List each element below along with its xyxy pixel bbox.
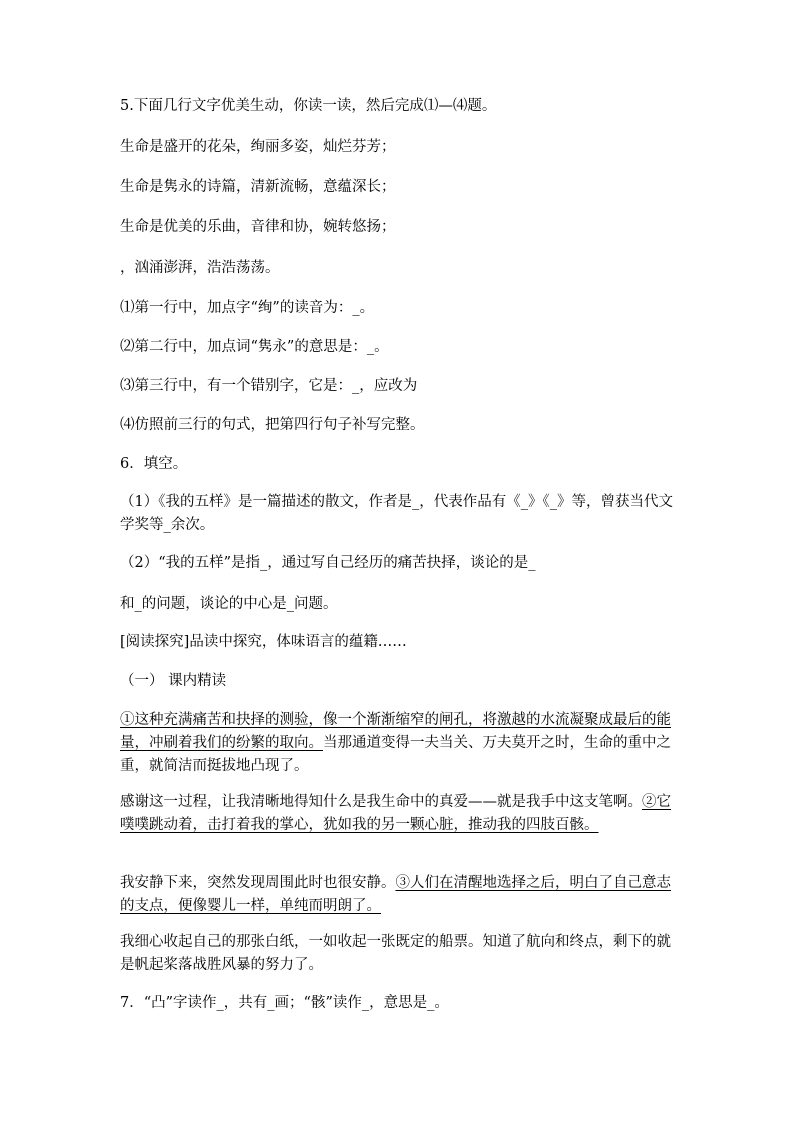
paragraph-2-plain: 感谢这一过程，让我清晰地得知什么是我生命中的真爱——就是我手中这支笔啊。 [120,794,642,810]
question-5-sub-3: ⑶第三行中，有一个错别字，它是：_，应改为 [120,378,418,394]
reading-paragraph-4: 我细心收起自己的那张白纸，一如收起一张既定的船票。知道了航向和终点，剩下的就是帆起桨落战胜风暴的努力了。 [120,934,671,973]
poem-line-2: 生命是隽永的诗篇，清新流畅，意蕴深长； [120,179,396,195]
reading-header: [阅读探究]品读中探究，体味语言的蕴籍…… [120,634,407,650]
question-6-part-1: （1）《我的五样》是一篇描述的散文，作者是_，代表作品有《_》《_》等，曾获当代文学奖等_余次。 [120,494,673,533]
underlined-sentence-3: ③人们在清醒地选择之后，明白了自己意志的支点，便像婴儿一样，单纯而明朗了。 [120,875,671,914]
question-5-title: 5.下面几行文字优美生动，你读一读，然后完成⑴—⑷题。 [120,98,497,114]
question-5-sub-4: ⑷仿照前三行的句式，把第四行句子补写完整。 [120,417,425,433]
question-6-part-3: 和_的问题，谈论的中心是_问题。 [120,596,338,612]
poem-line-3: 生命是优美的乐曲，音律和协，婉转悠扬； [120,219,396,235]
underlined-sentence-2: ②它噗噗跳动着，击打着我的掌心，犹如我的另一颗心脏，推动我的四肢百骸。 [120,794,671,833]
reading-paragraph-1 [120,709,680,778]
reading-paragraph-2 [120,791,680,837]
question-6-title: 6．填空。 [120,456,188,472]
poem-line-4: ，汹涌澎湃，浩浩荡荡。 [120,260,280,276]
underlined-sentence-1: ①这种充满痛苦和抉择的测验，像一个渐渐缩窄的闸孔，将激越的水流凝聚成最后的能量，冲刷着我们的纷繁的取向。 [120,712,671,751]
reading-section-title: （一） 课内精读 [120,673,227,689]
question-5-sub-1: ⑴第一行中，加点字“绚”的读音为：_。 [120,300,375,316]
paragraph-1-rest: 当那通道变得一夫当关、万夫莫开之时，生命的重中之重，就简洁而挺拔地凸现了。 [120,735,671,774]
poem-line-1: 生命是盛开的花朵，绚丽多姿，灿烂芬芳； [120,139,396,155]
question-5-sub-2: ⑵第二行中，加点词“隽永”的意思是：_。 [120,339,389,355]
question-6-part-2: （2）“我的五样”是指_，通过写自己经历的痛苦抉择，谈论的是_ [120,555,536,571]
question-7: 7．“凸”字读作_，共有_画；“骸”读作_，意思是_。 [120,995,449,1011]
reading-paragraph-3 [120,872,680,918]
paragraph-3-plain: 我安静下来，突然发现周围此时也很安静。 [120,875,396,891]
